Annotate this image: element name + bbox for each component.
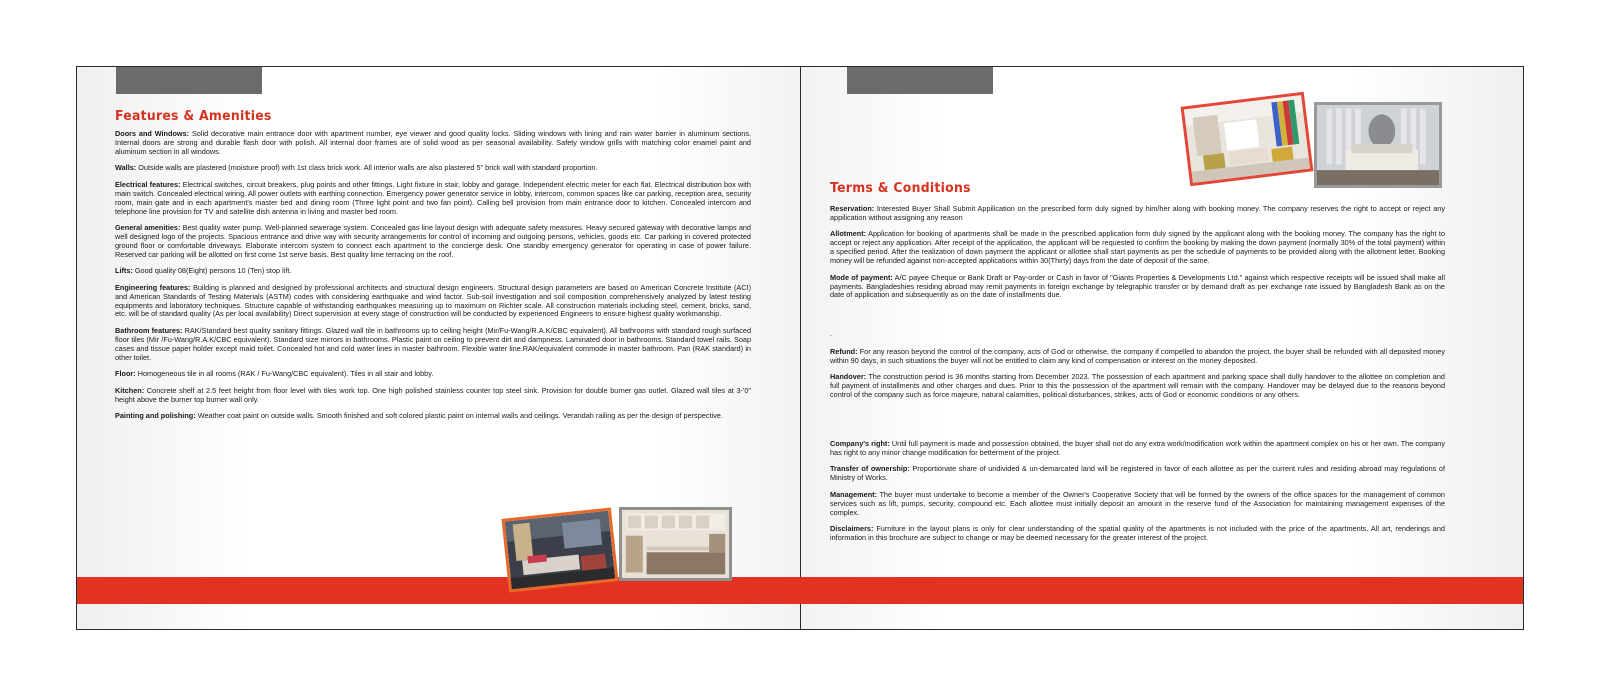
clause-text: Electrical switches, circuit breakers, plug points and other fittings. Light fixture in stair, lobby and garage. Independent electric meter for each flat. Electrical distribution box with main switch. Concealed electrical wiring. All power outlets with earthing connection. Emergency power generator service in lobby, intercom, common spaces like car parking, reception area, security room, main gate and in each apartment's master bed and dining room (Three light point and two fan point). Calling bell provision from main entrance door to kitchen. Concealed intercom and telephone line provision for TV and satellite dish antenna in living and master bed room. [115,179,751,216]
clause-label: Company's right: [830,439,890,448]
clause-paragraph [115,267,751,276]
clause-text: The construction period is 36 months starting from December 2023. The possession of each apartment and parking space shall dully handover to the allottee on completion and full payment of installments and other charges and dues. Prior to this the possession of the apartment will remain with the company. Handover may be delayed due to the reasons beyond control of the company such as force majeure, natural calamities, political disturbances, strikes, acts of God or economic conditions or any others. [830,372,1445,400]
clause-text: Concrete shelf at 2.5 feet height from floor level with tiles work top. One high polished stainless counter top steel sink. Provision for double burner gas outlet. Glazed wall tiles at 3-'0" height above the burner top burner wall only. [115,385,751,404]
clause-paragraph [830,348,1445,366]
features-heading: Features & Amenities [115,108,272,124]
clause-paragraph [115,284,751,320]
terms-list-1 [830,205,1445,308]
clause-paragraph [115,370,751,379]
clause-text: Furniture in the layout plans is only for clear understanding of the spatial quality of the apartments is not included with the price of the apartments. All art, renderings and information in this brochure are subject to change or may be deemed necessary for the greater interest of the project. [830,524,1445,543]
clause-label: Management: [830,489,878,499]
clause-label: Floor: [115,369,136,379]
bedroom-photo [1314,102,1442,188]
clause-text: RAK/Standard best quality sanitary fittings. Glazed wall tile in bathrooms up to ceiling height (Mir/Fu-Wang/R.A.K/CBC equivalent). All bathrooms with standard rough surfaced floor tiles (Mir /Fu-Wang/R.A.K/CBC equivalent). Standard size mirrors in bathrooms. Plastic paint on ceiling to prevent dirt and dampness. Laminated door in bathrooms. Standard towel rails. Soap cases and tissue paper holder except maid toilet. Concealed hot and cold water lines in master bathroom. Flexible water line.RAK/equivalent commode in master bathroom. Pan (RAK standard) in other toilet. [115,325,751,362]
clause-label: Electrical features: [115,179,181,189]
clause-text: Outside walls are plastered (moisture proof) with 1st class brick work. All interior walls are also plastered 5" brick wall with standard proportion. [136,163,598,173]
clause-paragraph [115,164,751,173]
clause-label: Reservation: [830,204,875,213]
brochure-spread [76,66,1524,630]
clause-paragraph [115,387,751,405]
clause-label: General amenities: [115,223,181,233]
clause-paragraph [830,465,1445,483]
clause-paragraph [830,205,1445,223]
clause-paragraph [115,181,751,217]
clause-text: Weather coat paint on outside walls. Smooth finished and soft colored plastic paint on internal walls and ceilings. Verandah railing as per the design of perspective. [195,411,723,421]
clause-text: Homogeneous tile in all rooms (RAK / Fu-Wang/CBC equivalent). Tiles in all stair and lobby. [135,369,434,379]
clause-text: Best quality water pump. Well-planned sewerage system. Concealed gas line layout design with adequate safety measures. Heavy secured gateway with decorative lamps and well designed logo of the projects. Spacious entrance and drive way with security arrangements for control of incoming and outgoing persons, vehicles, goods etc. Car parking in covered protected ground floor or comfortable driveways. Elaborate intercom system to connect each apartment to the concierge desk. One standby emergency generator for operating in case of power failure. Reserved car parking will be allotted on first come 1st serve basis. Best quality lime terracing on the roof. [115,223,751,259]
page-gutter [800,67,801,629]
clause-text: For any reason beyond the control of the company, acts of God or otherwise, the company if compelled to abandon the project, the buyer shall be refunded with all deposited money within 90 days, in such situations the buyer will not be entitled to claim any kind of compensation or interest on the money deposited. [830,347,1445,365]
clause-text: Building is planned and designed by professional architects and structural design engineers. Structural design parameters are based on American Concrete Institute (ACI) and American Standards of Testing Materials (ASTM) codes with considering earthquake and wind factor. Sub-soil investigation and soil composition comprehensively analyzed by latest testing equipments and laboratory techniques. Structure capable of withstanding earthquakes measuring up to maximum on Richter scale. All construction materials including steel, cement, bricks, sand, etc. will be of standard quality (As per local availability) Direct supervision at every stage of construction will be conducted by experienced Engineers to ensure highest quality workmanship. [115,282,752,319]
clause-label: Kitchen: [115,385,145,395]
clause-text: Good quality 08(Eight) persons 10 (Ten) stop lift. [132,266,292,276]
clause-label: Painting and polishing: [115,411,196,421]
features-list [115,130,751,429]
clause-text: Proportionate share of undivided & un-demarcated land will be registered in favor of each allottee as per the current rules and residing abroad may regulations of Ministry of Works. [830,464,1445,483]
clause-paragraph [830,525,1445,543]
kitchen-photo [619,507,732,581]
living-room-photo [501,507,618,592]
clause-paragraph [830,440,1445,458]
clause-paragraph [115,130,751,157]
right-header-tab [847,67,993,94]
clause-label: Bathroom features: [115,325,183,335]
clause-label: Lifts: [115,266,133,276]
clause-label: Allotment: [830,229,867,239]
clause-paragraph [830,373,1445,400]
clause-label: Doors and Windows: [115,129,190,138]
clause-paragraph [830,491,1445,518]
clause-label: Walls: [115,163,137,173]
terms-list-2 [830,348,1445,408]
stray-dot: . [830,329,833,338]
clause-label: Engineering features: [115,282,191,292]
clause-label: Disclaimers: [830,524,874,534]
clause-text: The buyer must undertake to become a member of the Owner's Cooperative Society that will be formed by the owners of the office spaces for the management of common services such as lift, pumps, security, compound etc. Each allottee must initially deposit an amount in the reserve fund of the Association for maintaining management expenses of the complex. [830,489,1445,517]
clause-text: Application for booking of apartments shall be made in the prescribed application form duly signed by the applicant along with the booking money. The company has the right to accept or reject any application. After receipt of the application, the applicant will be requested to confirm the booking by making the down payment (normally 30% of the total payment) within a specified period. After the realization of down payment the applicant or allottee shall start payments as per the schedule of payments to be provided along with the allotment letter. Booking money will be refunded against non-accepted applications within 30(Thirty) days from the date of deposit of the same. [830,229,1445,266]
clause-text: Solid decorative main entrance door with apartment number, eye viewer and good quality locks. Sliding windows with lining and rain water barrier in aluminum sections. Internal doors are strong and durable flash door with polish. All internal door frames are of solid wood as per seasonal availability. Safety window grills with matching color enamel paint and aluminum section in all windows. [115,129,752,156]
left-header-tab [116,67,262,94]
terms-heading: Terms & Conditions [830,180,971,196]
clause-paragraph [115,224,751,260]
clause-text: Until full payment is made and possession obtained, the buyer shall not do any extra work/modification work within the apartment complex on his or her own. The company has right to any minor change modification for betterment of the project. [830,439,1445,457]
clause-label: Refund: [830,347,858,356]
clause-label: Mode of payment: [830,272,893,282]
bedroom-lounge-photo [1181,92,1314,187]
clause-paragraph [830,230,1445,266]
footer-red-band [77,577,1523,604]
clause-paragraph [115,412,751,421]
clause-text: Interested Buyer Shall Submit Appilication on the prescribed form duly signed by him/her along with booking money. The company reserves the right to accept or reject any appilication without assigning any reason [830,204,1445,222]
clause-text: A/C payee Cheque or Bank Draft or Pay-order or Cash in favor of "Giants Properties & Developments Ltd." against which respective receipts will be issued shall make all payments. Bangladeshies residing abroad may remit payments in foreign exchange by telegraphic transfer or by demand draft as per exchange rate issued by Bangladesh Bank as on the date of application and subsequently as on the date of installments due. [830,272,1445,300]
clause-paragraph [830,274,1445,301]
clause-label: Handover: [830,372,867,382]
clause-paragraph [115,327,751,363]
clause-label: Transfer of ownership: [830,464,910,474]
terms-list-3 [830,440,1445,551]
